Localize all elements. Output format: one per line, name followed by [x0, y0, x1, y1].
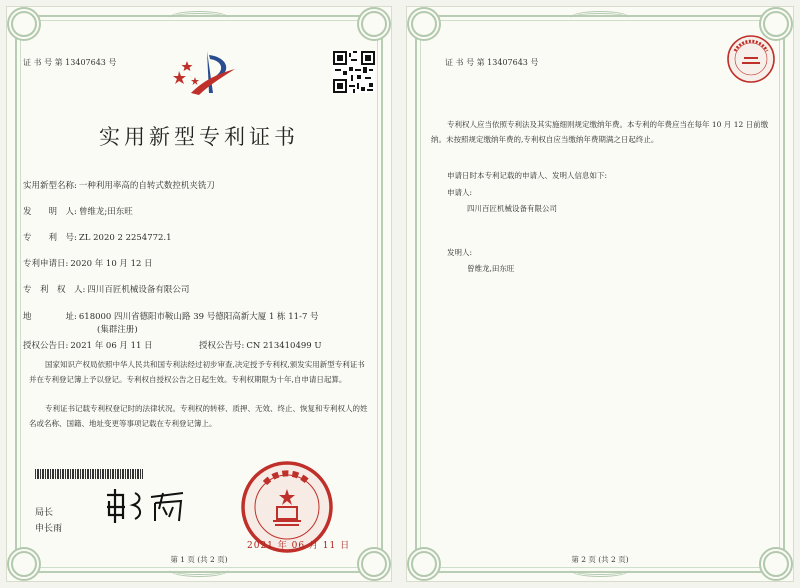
official-seal-icon — [725, 33, 777, 85]
border-ornament — [169, 563, 229, 577]
field-utility-name: 实用新型名称: 一种利用率高的自转式数控机夹铣刀 — [23, 181, 215, 191]
cert-number: 证 书 号 第 13407643 号 — [445, 58, 539, 67]
register-intro: 申请日时本专利记载的申请人、发明人信息如下: — [447, 171, 608, 180]
qr-code-icon — [333, 51, 375, 93]
director-name: 申长雨 — [35, 524, 63, 534]
applicant-label: 申请人: — [447, 188, 473, 197]
page-footer: 第 1 页 (共 2 页) — [170, 555, 228, 564]
border-ornament — [570, 563, 630, 577]
guilloche-border — [415, 15, 785, 573]
cnipa-logo-icon — [173, 49, 237, 97]
field-application-date: 专利申请日: 2020 年 10 月 12 日 — [23, 259, 153, 269]
applicant-value: 四川百匠机械设备有限公司 — [467, 204, 557, 213]
barcode-icon — [35, 469, 143, 479]
inventor-label: 发明人: — [447, 248, 473, 257]
certificate-page-2 — [406, 6, 794, 582]
document-title: 实用新型专利证书 — [99, 125, 299, 149]
cert-number: 证 书 号 第 13407643 号 — [23, 58, 117, 67]
corner-ornament — [357, 7, 391, 41]
corner-ornament — [407, 7, 441, 41]
field-announce-date: 授权公告日: 2021 年 06 月 11 日 — [23, 341, 153, 351]
corner-ornament — [7, 7, 41, 41]
inventor-value: 曾维龙,田东旺 — [467, 264, 515, 273]
paragraph-annual-fee: 专利权人应当依照专利法及其实施细则规定缴纳年费。本专利的年费应当在每年 10 月 12 日前缴纳。未按照规定缴纳年费的,专利权自应当缴纳年费期满之日起终止。 — [431, 120, 769, 144]
page-footer: 第 2 页 (共 2 页) — [571, 555, 629, 564]
border-ornament — [570, 11, 630, 25]
paragraph-register: 专利证书记载专利权登记时的法律状况。专利权的转移、质押、无效、终止、恢复和专利权人的姓名或名称、国籍、地址变更等事项记载在专利登记簿上。 — [29, 404, 368, 428]
field-announce-number: 授权公告号: CN 213410499 U — [199, 341, 322, 351]
field-patent-number: 专 利 号: ZL 2020 2 2254772.1 — [23, 233, 172, 243]
signature-icon — [103, 485, 189, 527]
border-ornament — [169, 11, 229, 25]
seal-date: 2021 年 06 月 11 日 — [247, 541, 351, 551]
field-inventor: 发 明 人: 曾维龙;田东旺 — [23, 207, 133, 217]
director-title: 局长 — [35, 508, 54, 518]
field-address: 地 址: 618000 四川省德阳市鞍山路 39 号德阳高新大厦 1 栋 11-7 号 — [23, 312, 319, 322]
field-patentee: 专 利 权 人: 四川百匠机械设备有限公司 — [23, 285, 190, 295]
address-note: (集群注册) — [97, 325, 138, 335]
paragraph-grant: 国家知识产权局依照中华人民共和国专利法经过初步审查,决定授予专利权,颁发实用新型专利证书并在专利登记簿上予以登记。专利权自授权公告之日起生效。专利权期限为十年,自申请日起算。 — [29, 360, 365, 384]
certificate-page-1 — [6, 6, 392, 582]
